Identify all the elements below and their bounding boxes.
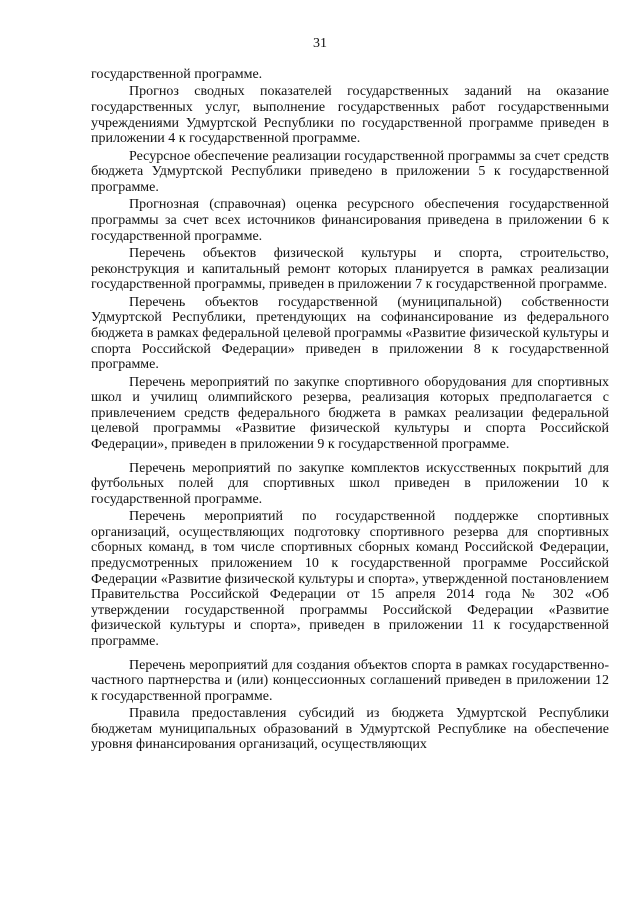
- paragraph-subsidy-rules: Правила предоставления субсидий из бюджета Удмуртской Республики бюджетам муниципальных образований в Удмуртской Республике на обеспечение уровня финансирования организаций, осуществляющих: [91, 706, 609, 753]
- paragraph-appendix-10: Перечень мероприятий по закупке комплектов искусственных покрытий для футбольных полей для спортивных школ приведен в приложении 10 к государственной программе.: [91, 460, 609, 507]
- paragraph-continuation: государственной программе.: [91, 67, 263, 82]
- paragraph-appendix-12: Перечень мероприятий для создания объектов спорта в рамках государственно-частного партнерства и (или) концессионных соглашений приведен в приложении 12 к государственной программе.: [91, 657, 609, 704]
- document-body: [91, 67, 609, 755]
- page-number: 31: [313, 36, 327, 51]
- paragraph-appendix-5: Ресурсное обеспечение реализации государственной программы за счет средств бюджета Удмуртской Республики приведено в приложении 5 к государственной программе.: [91, 148, 609, 195]
- paragraph-appendix-4: Прогноз сводных показателей государственных заданий на оказание государственных услуг, выполнение государственных работ государственными учреждениями Удмуртской Республики по государственной программе приведен в приложении 4 к государственной программе.: [91, 84, 609, 147]
- paragraph-appendix-8: Перечень объектов государственной (муниципальной) собственности Удмуртской Республики, претендующих на софинансирование из федерального бюджета в рамках федеральной целевой программы «Развитие физической культуры и спорта Российской Федерации» приведен в приложении 8 к государственной программе.: [91, 294, 609, 373]
- paragraph-appendix-6: Прогнозная (справочная) оценка ресурсного обеспечения государственной программы за счет всех источников финансирования приведена в приложении 6 к государственной программе.: [91, 197, 609, 244]
- paragraph-appendix-9: Перечень мероприятий по закупке спортивного оборудования для спортивных школ и училищ олимпийского резерва, реализация которых предполагается с привлечением средств федерального бюджета в рамках реализации федеральной целевой программы «Развитие физической культуры и спорта Российской Федерации», приведен в приложении 9 к государственной программе.: [91, 374, 609, 452]
- paragraph-appendix-11: Перечень мероприятий по государственной поддержке спортивных организаций, осуществляющих подготовку спортивного резерва для спортивных сборных команд, в том числе спортивных сборных команд Российской Федерации, предусмотренных приложением 10 к государственной программе Российской Федерации «Развитие физической культуры и спорта», утвержденной постановлением Правительства Российской Федерации от 15 апреля 2014 года № 302 «Об утверждении государственной программы Российской Федерации «Развитие физической культуры и спорта», приведен в приложении 11 к государственной программе.: [91, 509, 609, 650]
- paragraph-appendix-7: Перечень объектов физической культуры и спорта, строительство, реконструкция и капитальный ремонт которых планируется в рамках реализации государственной программы, приведен в приложении 7 к государственной программе.: [91, 246, 609, 293]
